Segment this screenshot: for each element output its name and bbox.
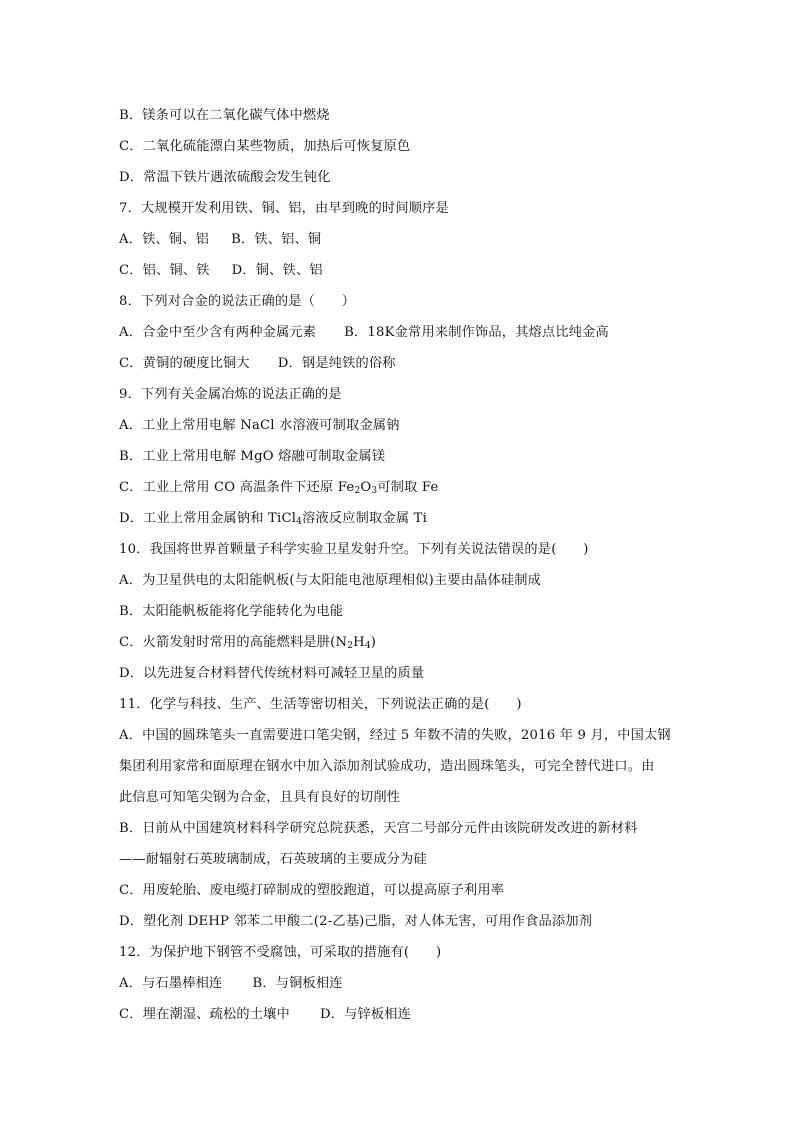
q11-stem: 11．化学与科技、生产、生活等密切相关，下列说法正确的是( ) — [119, 697, 522, 712]
q11-option-b-line1: B．日前从中国建筑材料科学研究总院获悉，天宫二号部分元件由该院研发改进的新材料 — [119, 821, 638, 836]
q11-option-b-line2: ——耐辐射石英玻璃制成，石英玻璃的主要成分为硅 — [119, 852, 427, 867]
q8-option-c: C．黄铜的硬度比铜大 — [119, 356, 250, 371]
q12-option-a: A．与石墨棒相连 — [119, 976, 223, 991]
subscript: 4 — [364, 641, 371, 651]
q7-option-c: C．铝、铜、铁 — [119, 263, 210, 278]
q7-options-ab — [119, 224, 719, 255]
q12-options-ab — [119, 968, 719, 999]
q10-option-b: B．太阳能帆板能将化学能转化为电能 — [119, 604, 344, 619]
q9-option-d — [119, 503, 719, 534]
q7-option-b: B．铁、铝、铜 — [231, 232, 322, 247]
q10-option-a: A．为卫星供电的太阳能帆板(与太阳能电池原理相似)主要由晶体硅制成 — [119, 573, 542, 588]
q9-option-d-text: D．工业上常用金属钠和 TiCl — [119, 511, 297, 526]
q10-option-d: D．以先进复合材料替代传统材料可减轻卫星的质量 — [119, 666, 425, 681]
exam-page — [119, 100, 719, 1030]
q8-option-b: B．18K金常用来制作饰品，其熔点比纯金高 — [344, 325, 609, 340]
q6-option-b: B．镁条可以在二氧化碳气体中燃烧 — [119, 108, 330, 123]
q8-options-ab — [119, 317, 719, 348]
q12-options-cd — [119, 999, 719, 1030]
q11-option-d: D．塑化剂 DEHP 邻苯二甲酸二(2-乙基)己脂，对人体无害，可用作食品添加剂 — [119, 914, 593, 929]
q10-option-c-formula: H — [353, 635, 365, 650]
q11-option-a-line3: 此信息可知笔尖钢为合金，且具有良好的切削性 — [119, 790, 401, 805]
q10-option-c-text: C．火箭发射时常用的高能燃料是肼(N — [119, 635, 348, 650]
q9-stem: 9．下列有关金属冶炼的说法正确的是 — [119, 387, 342, 402]
q7-option-d: D．铜、铁、铝 — [231, 263, 323, 278]
q9-option-c — [119, 472, 719, 503]
q9-option-d-tail: 溶液反应制取金属 Ti — [302, 511, 428, 526]
subscript: 2 — [347, 641, 354, 651]
q11-option-a-line1: A．中国的圆珠笔头一直需要进口笔尖钢，经过 5 年数不清的失败，2016 年 9 月，中国太钢 — [119, 728, 671, 743]
q10-option-c — [119, 627, 719, 658]
q12-option-c: C．埋在潮湿、疏松的土壤中 — [119, 1007, 290, 1022]
q6-option-d: D．常温下铁片遇浓硫酸会发生钝化 — [119, 170, 331, 185]
q9-option-c-formula: O — [360, 480, 372, 495]
q9-option-c-tail: 可制取 Fe — [377, 480, 439, 495]
q9-option-b: B．工业上常用电解 MgO 熔融可制取金属镁 — [119, 449, 386, 464]
subscript: 3 — [371, 486, 378, 496]
q9-option-c-text: C．工业上常用 CO 高温条件下还原 Fe — [119, 480, 355, 495]
q6-option-c: C．二氧化硫能漂白某些物质，加热后可恢复原色 — [119, 139, 411, 154]
q12-option-d: D．与锌板相连 — [319, 1007, 412, 1022]
q9-option-a: A．工业上常用电解 NaCl 水溶液可制取金属钠 — [119, 418, 400, 433]
q11-option-c: C．用废轮胎、废电缆打碎制成的塑胶跑道，可以提高原子利用率 — [119, 883, 505, 898]
subscript: 4 — [296, 517, 303, 527]
q12-stem: 12．为保护地下钢管不受腐蚀，可采取的措施有( ) — [119, 945, 442, 960]
q8-stem: 8．下列对合金的说法正确的是（ ） — [119, 294, 356, 309]
q10-option-c-tail: ) — [370, 635, 377, 650]
q7-stem: 7．大规模开发利用铁、铜、铝，由早到晚的时间顺序是 — [119, 201, 449, 216]
q8-options-cd — [119, 348, 719, 379]
q11-option-a-line2: 集团利用家常和面原理在钢水中加入添加剂试验成功，造出圆珠笔头，可完全替代进口。由 — [119, 759, 655, 774]
q7-option-a: A．铁、铜、铝 — [119, 232, 210, 247]
q8-option-d: D．钢是纯铁的俗称 — [277, 356, 396, 371]
q12-option-b: B．与铜板相连 — [252, 976, 343, 991]
subscript: 2 — [354, 486, 361, 496]
q7-options-cd — [119, 255, 719, 286]
q8-option-a: A．合金中至少含有两种金属元素 — [119, 325, 317, 340]
q10-stem: 10．我国将世界首颗量子科学实验卫星发射升空。下列有关说法错误的是( ) — [119, 542, 589, 557]
